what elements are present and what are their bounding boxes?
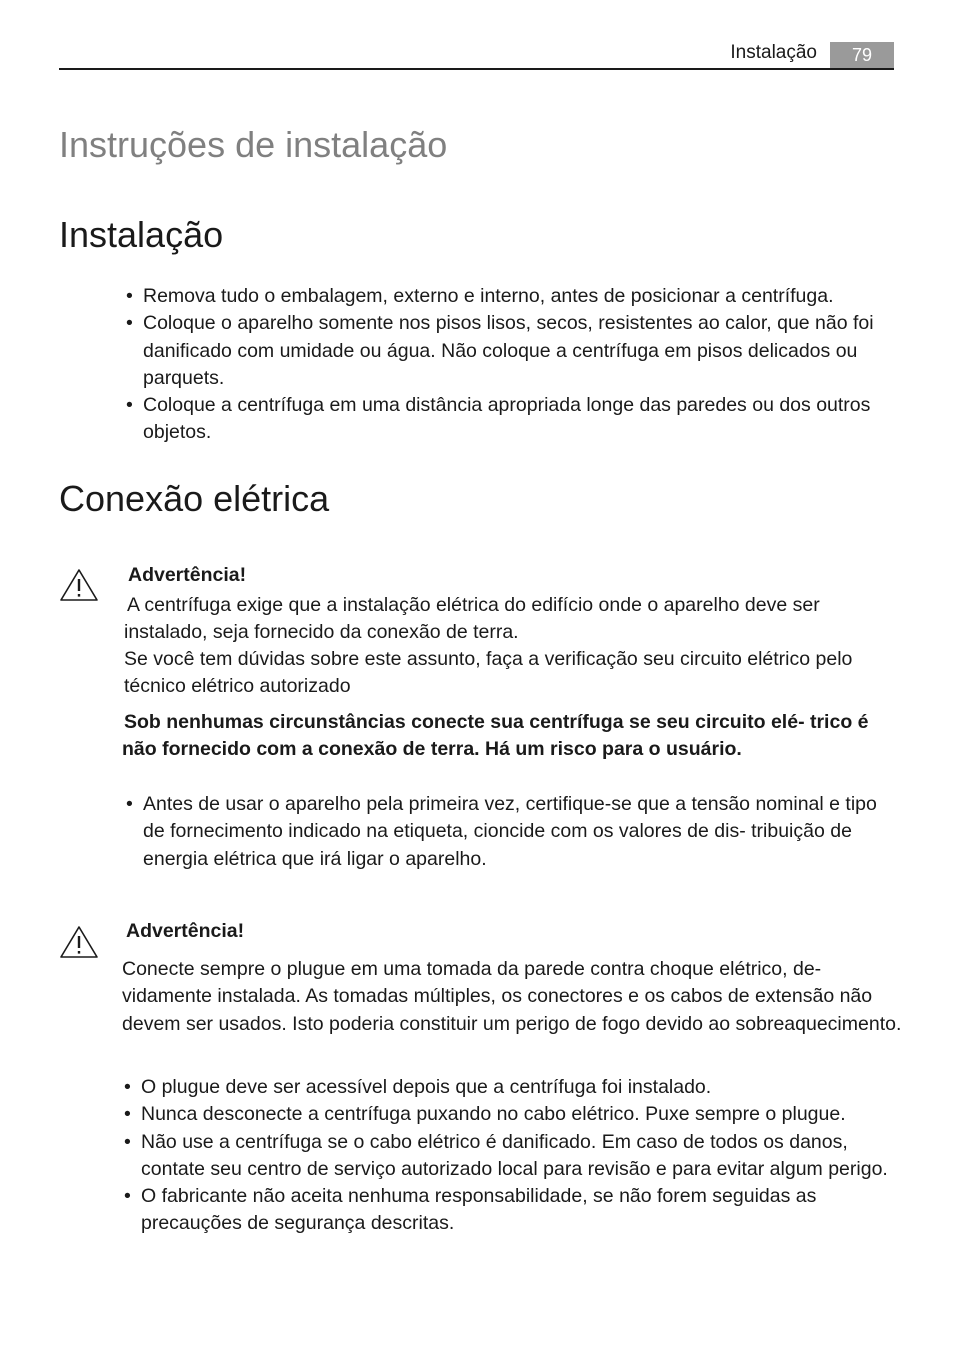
warning-heading: Advertência! (126, 920, 245, 942)
warning-text: A centrífuga exige que a instalação elétrica do edifício onde o aparelho deve ser instalado, seja fornecido da conexão de terra. (124, 594, 820, 644)
electrical-heading: Conexão elétrica (59, 478, 330, 519)
list-item: • Antes de usar o aparelho pela primeira vez, certifique-se que a tensão nominal e tipo de fornecimento indicado na etiqueta, cioncide com os valores de dis- tribuição de energia elétrica que irá ligar o aparelho. (126, 791, 901, 873)
list-item: • O fabricante não aceita nenhuma responsabilidade, se não forem seguidas as precauções de segurança descritas. (124, 1183, 891, 1238)
warning-bold-text: Sob nenhumas circunstâncias conecte sua centrífuga se seu circuito elé- trico é não fornecido com a conexão de terra. Há um risco para o usuário. (122, 711, 869, 761)
list-item: • Remova tudo o embalagem, externo e interno, antes de posicionar a centrífuga. (126, 283, 916, 310)
warning-triangle-icon (59, 924, 99, 960)
safety-list (124, 1074, 899, 1238)
list-item: • O plugue deve ser acessível depois que a centrífuga foi instalado. (124, 1074, 899, 1101)
installation-heading: Instalação (59, 214, 224, 255)
warning-text: Conecte sempre o plugue em uma tomada da parede contra choque elétrico, de- vidamente instalada. As tomadas múltiples, os conectores e os cabos de extensão não devem ser usados. Isto poderia constituir um perigo de fogo devido ao sobreaquecimento. (122, 958, 902, 1035)
warning-triangle-icon (59, 567, 99, 603)
page-number: 79 (830, 42, 894, 68)
list-item: • Não use a centrífuga se o cabo elétrico é danificado. Em caso de todos os danos, contate seu centro de serviço autorizado local para revisão e para evitar algum perigo. (124, 1129, 899, 1184)
header-rule (59, 68, 894, 70)
warning-heading: Advertência! (128, 564, 247, 586)
header-section-title: Instalação (730, 42, 817, 63)
document-title: Instruções de instalação (59, 124, 448, 165)
installation-list (126, 283, 916, 447)
electrical-list (126, 791, 901, 873)
warning-text: Se você tem dúvidas sobre este assunto, faça a verificação seu circuito elétrico pelo técnico elétrico autorizado (124, 648, 853, 698)
list-item: • Coloque o aparelho somente nos pisos lisos, secos, resistentes ao calor, que não foi danificado com umidade ou água. Não coloque a centrífuga em pisos delicados ou parquets. (126, 310, 883, 392)
list-item: • Nunca desconecte a centrífuga puxando no cabo elétrico. Puxe sempre o plugue. (124, 1101, 851, 1128)
list-item: • Coloque a centrífuga em uma distância apropriada longe das paredes ou dos outros objetos. (126, 392, 893, 447)
